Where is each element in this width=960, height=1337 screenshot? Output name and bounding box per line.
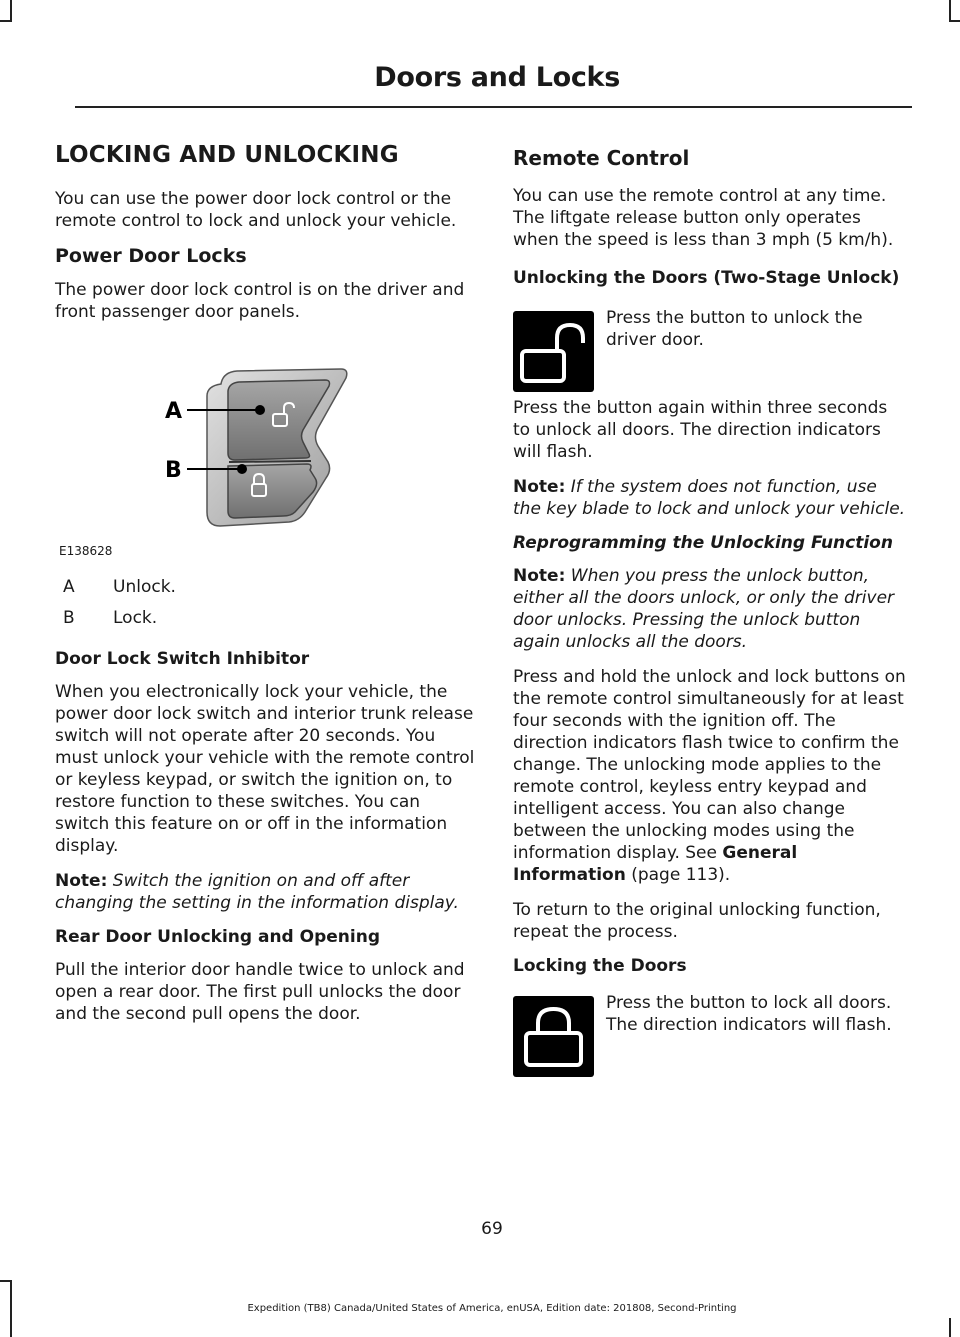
note-text: If the system does not function, use the key blade to lock and unlock your vehicle.	[513, 477, 906, 519]
unlock-instruction-text: Press the button to unlock the driver door.	[606, 308, 863, 350]
rear-door-heading: Rear Door Unlocking and Opening	[55, 927, 380, 947]
legend-key: A	[63, 577, 75, 597]
door-lock-switch-figure	[55, 336, 475, 566]
unlocking-heading: Unlocking the Doors (Two-Stage Unlock)	[513, 268, 900, 288]
legend-row	[55, 576, 475, 598]
legend-row	[55, 607, 475, 629]
lock-instruction	[513, 992, 908, 1072]
section-heading: LOCKING AND UNLOCKING	[55, 142, 399, 168]
crop-mark	[949, 1318, 951, 1337]
note-text: When you press the unlock button, either all the doors unlock, or only the driver door unlocks. Pressing the unlock button again unlocks all the doors.	[513, 566, 895, 652]
lock-icon	[513, 996, 594, 1077]
note-label: Note:	[55, 871, 108, 891]
general-information-link[interactable]: General Information	[513, 843, 798, 885]
right-column	[513, 146, 908, 1082]
unlocking-note	[513, 476, 908, 520]
remote-control-text: You can use the remote control at any time. The liftgate release button only operates when the speed is less than 3 mph (5 km/h).	[513, 186, 894, 250]
locking-heading: Locking the Doors	[513, 956, 687, 976]
crop-mark	[949, 20, 960, 22]
figure-code: E138628	[59, 544, 113, 558]
reprogramming-heading: Reprogramming the Unlocking Function	[513, 533, 893, 553]
remote-control-heading: Remote Control	[513, 146, 690, 170]
xref-page: (page 113).	[625, 865, 731, 885]
note-label: Note:	[513, 477, 566, 497]
return-text: To return to the original unlocking function, repeat the process.	[513, 900, 881, 942]
reprogramming-text	[513, 666, 908, 886]
crop-mark	[949, 0, 951, 22]
callout-b-label: B	[165, 458, 182, 483]
note-text: Switch the ignition on and off after changing the setting in the information display.	[55, 871, 459, 913]
legend-key: B	[63, 608, 75, 628]
note-label: Note:	[513, 566, 566, 586]
crop-mark	[10, 0, 12, 22]
unlock-instruction	[513, 307, 908, 387]
unlock-icon	[513, 311, 594, 392]
crop-mark	[0, 1280, 12, 1282]
door-lock-switch-illustration	[55, 336, 475, 566]
unlocking-text: Press the button again within three seconds to unlock all doors. The direction indicators will flash.	[513, 398, 888, 462]
intro-paragraph: You can use the power door lock control or the remote control to lock and unlock your vehicle.	[55, 189, 457, 231]
header-divider	[75, 106, 912, 108]
inhibitor-text: When you electronically lock your vehicle, the power door lock switch and interior trunk release switch will not operate after 20 seconds. You must unlock your vehicle with the remote control or keyless keypad, or switch the ignition on, to restore function to these switches. You can switch this feature on or off in the information display.	[55, 682, 475, 856]
left-column	[55, 142, 475, 1038]
lock-instruction-text: Press the button to lock all doors. The direction indicators will flash.	[606, 993, 892, 1035]
page-number: 69	[481, 1219, 503, 1239]
page-title: Doors and Locks	[374, 62, 620, 93]
legend-text: Unlock.	[113, 577, 176, 597]
inhibitor-note	[55, 870, 475, 914]
reprogramming-note	[513, 565, 908, 653]
crop-mark	[0, 20, 12, 22]
rear-door-text: Pull the interior door handle twice to unlock and open a rear door. The first pull unlocks the door and the second pull opens the door.	[55, 960, 465, 1024]
reprogramming-body: Press and hold the unlock and lock buttons on the remote control simultaneously for at least four seconds with the ignition off. The direction indicators flash twice to confirm the change. The unlocking mode applies to the remote control, keyless entry keypad and intelligent access. You can also change between the unlocking modes using the information display. See	[513, 667, 906, 863]
legend-text: Lock.	[113, 608, 158, 628]
inhibitor-heading: Door Lock Switch Inhibitor	[55, 649, 310, 669]
footer: Expedition (TB8) Canada/United States of America, enUSA, Edition date: 201808, Second-Printing	[247, 1303, 737, 1314]
power-door-locks-heading: Power Door Locks	[55, 245, 247, 267]
power-door-locks-text: The power door lock control is on the driver and front passenger door panels.	[55, 280, 465, 322]
callout-a-label: A	[165, 399, 183, 424]
